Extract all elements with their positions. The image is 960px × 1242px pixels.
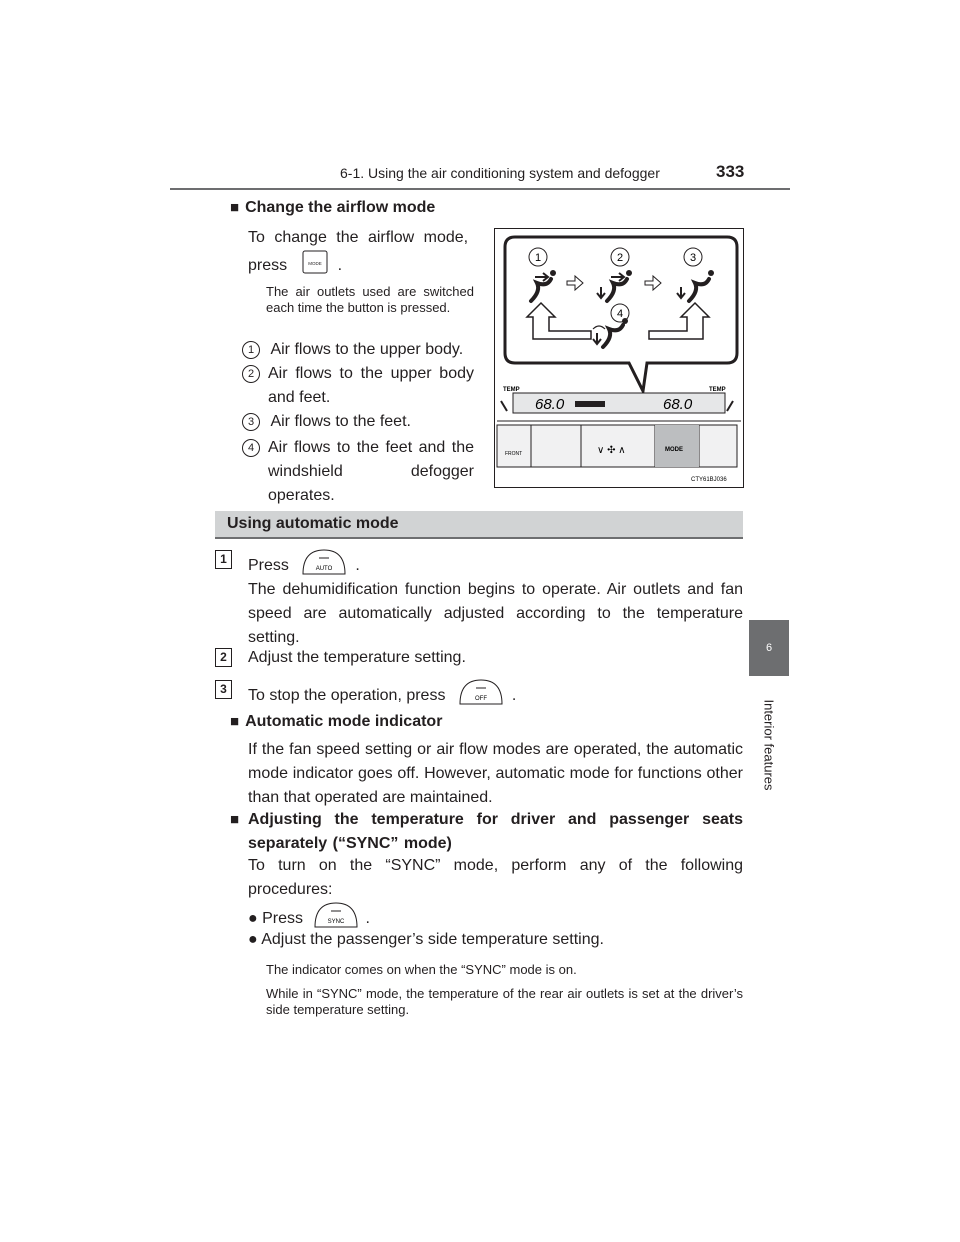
step-1-press: Press bbox=[248, 557, 289, 575]
step-number-2: 2 bbox=[215, 648, 232, 667]
svg-text:OFF: OFF bbox=[474, 696, 487, 702]
airflow-item-4 bbox=[242, 436, 260, 460]
circle-bullet-icon: ● bbox=[248, 931, 258, 948]
indicator-heading bbox=[230, 710, 442, 734]
item-number-4: 4 bbox=[242, 439, 260, 457]
svg-text:MODE: MODE bbox=[307, 261, 322, 266]
sync-heading bbox=[230, 808, 743, 856]
display-temp-left: 68.0 bbox=[535, 396, 565, 413]
temp-label-left: TEMP bbox=[503, 387, 520, 393]
page-number: 333 bbox=[716, 162, 745, 181]
step-number-3: 3 bbox=[215, 680, 232, 699]
airflow-heading-text: Change the airflow mode bbox=[245, 199, 436, 216]
airflow-note: The air outlets used are switched each time the button is pressed. bbox=[266, 284, 474, 315]
item-text-2: Air flows to the upper body and feet. bbox=[268, 365, 474, 406]
item-number-2: 2 bbox=[242, 365, 260, 383]
mode-button-icon bbox=[302, 250, 328, 282]
display-temp-right: 68.0 bbox=[663, 396, 693, 413]
sync-bullet-2 bbox=[248, 928, 604, 952]
airflow-intro-press bbox=[248, 250, 342, 282]
circle-bullet-icon: ● bbox=[248, 910, 258, 928]
chapter-tab: 6 bbox=[749, 620, 789, 676]
indicator-text: If the fan speed setting or air flow modes are operated, the automatic mode indicator goes off. However, automatic mode for functions other than that operated are maintained. bbox=[248, 741, 743, 806]
item-number-3: 3 bbox=[242, 413, 260, 431]
sync-heading-text: Adjusting the temperature for driver and passenger seats separately (“SYNC” mode) bbox=[248, 811, 743, 852]
fan-bars-icon bbox=[575, 401, 605, 407]
item-text-4: Air flows to the feet and the windshield defogger operates. bbox=[268, 439, 474, 504]
svg-text:SYNC: SYNC bbox=[328, 919, 345, 925]
sync-intro: To turn on the “SYNC” mode, perform any of the following procedures: bbox=[248, 857, 743, 898]
header-rule bbox=[170, 188, 790, 190]
fan-down-up-icon: ∨ ✣ ∧ bbox=[597, 445, 626, 456]
sync-press: Press bbox=[262, 910, 304, 928]
svg-text:AUTO: AUTO bbox=[316, 566, 333, 572]
mode-label: MODE bbox=[665, 447, 683, 453]
square-bullet-icon: ■ bbox=[230, 199, 240, 216]
airflow-item-3 bbox=[242, 410, 411, 434]
step-1-detail: The dehumidification function begins to operate. Air outlets and fan speed are automatically adjusted according to the temperature setting. bbox=[248, 581, 743, 646]
callout-4: 4 bbox=[616, 308, 624, 320]
section-heading-bar bbox=[215, 511, 743, 539]
airflow-diagram bbox=[494, 228, 744, 488]
item-text-1: Air flows to the upper body. bbox=[270, 341, 464, 358]
press-end: . bbox=[337, 257, 343, 275]
section-heading: Using automatic mode bbox=[227, 515, 399, 532]
airflow-item-2 bbox=[242, 362, 260, 386]
step-3-text: To stop the operation, press bbox=[248, 687, 446, 705]
airflow-item-1 bbox=[242, 338, 463, 362]
press-text: press bbox=[248, 257, 288, 275]
step-number-1: 1 bbox=[215, 550, 232, 569]
figure-code: CTY61BJ036 bbox=[691, 477, 727, 483]
running-header: 6-1. Using the air conditioning system and defogger bbox=[340, 165, 660, 181]
front-label: FRONT bbox=[505, 451, 523, 457]
item-number-1: 1 bbox=[242, 341, 260, 359]
indicator-heading-text: Automatic mode indicator bbox=[245, 713, 443, 730]
square-bullet-icon: ■ bbox=[230, 713, 240, 730]
step-2-text: Adjust the temperature setting. bbox=[248, 649, 466, 666]
sync-note-2: While in “SYNC” mode, the temperature of the rear air outlets is set at the driver’s side temperature setting. bbox=[266, 986, 743, 1017]
callout-2: 2 bbox=[616, 252, 624, 264]
off-button-icon bbox=[458, 678, 504, 714]
step-3-end: . bbox=[511, 687, 517, 705]
chapter-label-text: Interior features bbox=[761, 699, 777, 791]
chapter-label bbox=[749, 680, 789, 810]
airflow-intro-line: To change the airflow mode, bbox=[248, 229, 469, 246]
callout-3: 3 bbox=[689, 252, 697, 264]
square-bullet-icon: ■ bbox=[230, 811, 240, 828]
airflow-heading bbox=[230, 196, 435, 220]
temp-label-right: TEMP bbox=[709, 387, 726, 393]
sync-press-end: . bbox=[365, 910, 370, 928]
step-1-end: . bbox=[355, 557, 360, 575]
callout-1: 1 bbox=[534, 252, 542, 264]
sync-note-1: The indicator comes on when the “SYNC” mode is on. bbox=[266, 962, 577, 977]
item-text-3: Air flows to the feet. bbox=[270, 413, 411, 430]
sync-bullet-2-text: Adjust the passenger’s side temperature setting. bbox=[261, 931, 604, 948]
step-3-line bbox=[248, 678, 516, 714]
